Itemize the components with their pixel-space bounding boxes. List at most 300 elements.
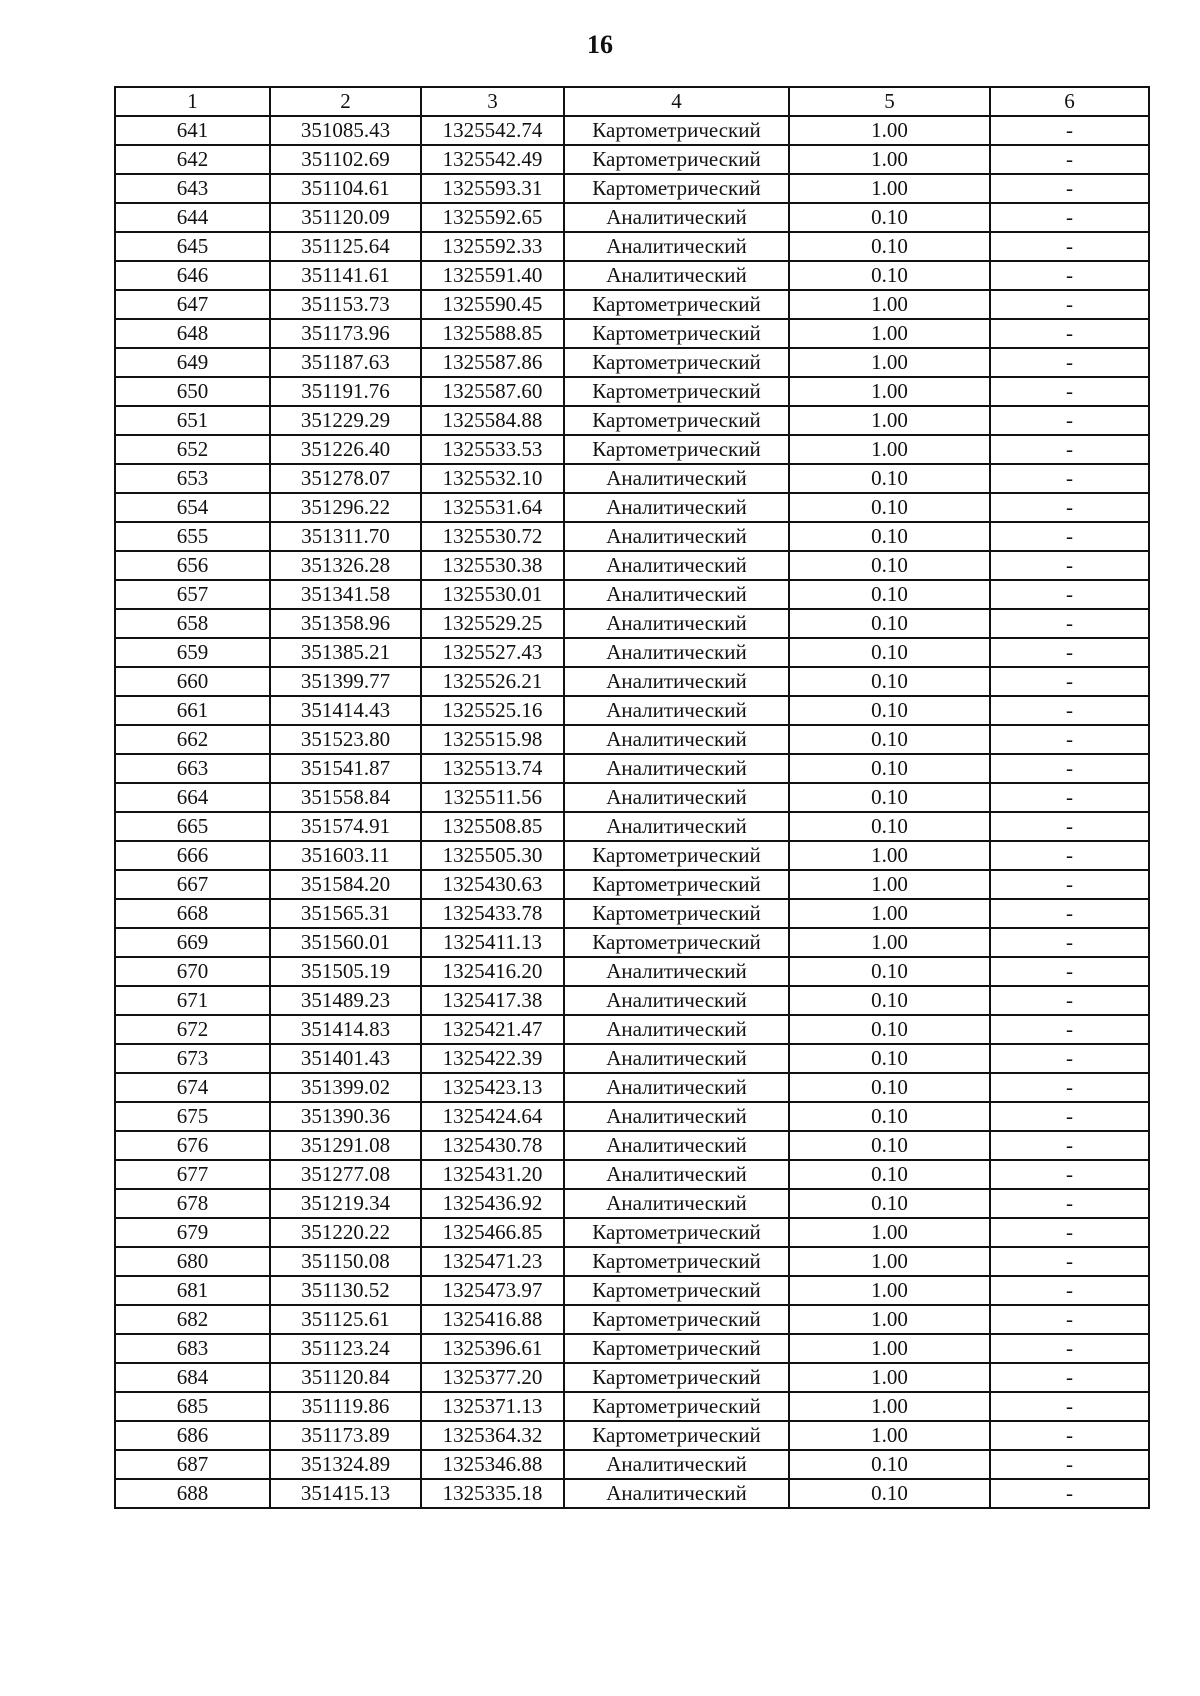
- method-cell: Картометрический: [564, 1305, 789, 1334]
- y-coordinate-cell: 1325430.63: [421, 870, 564, 899]
- accuracy-cell: 0.10: [789, 493, 990, 522]
- table-row: [115, 145, 1149, 174]
- y-coordinate-cell: 1325530.01: [421, 580, 564, 609]
- description-cell: -: [990, 406, 1149, 435]
- description-cell: -: [990, 1479, 1149, 1508]
- accuracy-cell: 1.00: [789, 174, 990, 203]
- x-coordinate-cell: 351278.07: [270, 464, 421, 493]
- method-cell: Аналитический: [564, 609, 789, 638]
- y-coordinate-cell: 1325591.40: [421, 261, 564, 290]
- table-row: [115, 812, 1149, 841]
- accuracy-cell: 1.00: [789, 377, 990, 406]
- accuracy-cell: 1.00: [789, 1363, 990, 1392]
- table-row: [115, 319, 1149, 348]
- table-row: [115, 957, 1149, 986]
- accuracy-cell: 0.10: [789, 957, 990, 986]
- y-coordinate-cell: 1325417.38: [421, 986, 564, 1015]
- method-cell: Картометрический: [564, 1276, 789, 1305]
- description-cell: -: [990, 116, 1149, 145]
- table-row: [115, 783, 1149, 812]
- x-coordinate-cell: 351565.31: [270, 899, 421, 928]
- method-cell: Картометрический: [564, 116, 789, 145]
- y-coordinate-cell: 1325590.45: [421, 290, 564, 319]
- table-row: [115, 116, 1149, 145]
- method-cell: Аналитический: [564, 261, 789, 290]
- x-coordinate-cell: 351523.80: [270, 725, 421, 754]
- x-coordinate-cell: 351173.89: [270, 1421, 421, 1450]
- accuracy-cell: 0.10: [789, 783, 990, 812]
- table-row: [115, 203, 1149, 232]
- y-coordinate-cell: 1325530.72: [421, 522, 564, 551]
- method-cell: Аналитический: [564, 1044, 789, 1073]
- method-cell: Картометрический: [564, 174, 789, 203]
- point-number-cell: 672: [115, 1015, 270, 1044]
- description-cell: -: [990, 1392, 1149, 1421]
- y-coordinate-cell: 1325416.20: [421, 957, 564, 986]
- x-coordinate-cell: 351120.84: [270, 1363, 421, 1392]
- x-coordinate-cell: 351277.08: [270, 1160, 421, 1189]
- x-coordinate-cell: 351173.96: [270, 319, 421, 348]
- method-cell: Аналитический: [564, 812, 789, 841]
- point-number-cell: 656: [115, 551, 270, 580]
- y-coordinate-cell: 1325508.85: [421, 812, 564, 841]
- accuracy-cell: 0.10: [789, 1073, 990, 1102]
- point-number-cell: 644: [115, 203, 270, 232]
- point-number-cell: 679: [115, 1218, 270, 1247]
- table-row: [115, 261, 1149, 290]
- method-cell: Картометрический: [564, 899, 789, 928]
- table-row: [115, 1218, 1149, 1247]
- y-coordinate-cell: 1325436.92: [421, 1189, 564, 1218]
- accuracy-cell: 1.00: [789, 1305, 990, 1334]
- y-coordinate-cell: 1325515.98: [421, 725, 564, 754]
- y-coordinate-cell: 1325587.86: [421, 348, 564, 377]
- point-number-cell: 674: [115, 1073, 270, 1102]
- table-row: [115, 1015, 1149, 1044]
- x-coordinate-cell: 351341.58: [270, 580, 421, 609]
- method-cell: Картометрический: [564, 406, 789, 435]
- x-coordinate-cell: 351560.01: [270, 928, 421, 957]
- accuracy-cell: 0.10: [789, 609, 990, 638]
- description-cell: -: [990, 1363, 1149, 1392]
- method-cell: Аналитический: [564, 203, 789, 232]
- y-coordinate-cell: 1325431.20: [421, 1160, 564, 1189]
- y-coordinate-cell: 1325473.97: [421, 1276, 564, 1305]
- column-header-2: 2: [270, 87, 421, 116]
- y-coordinate-cell: 1325531.64: [421, 493, 564, 522]
- description-cell: -: [990, 1160, 1149, 1189]
- description-cell: -: [990, 812, 1149, 841]
- table-row: [115, 174, 1149, 203]
- description-cell: -: [990, 1218, 1149, 1247]
- table-row: [115, 638, 1149, 667]
- accuracy-cell: 0.10: [789, 1044, 990, 1073]
- x-coordinate-cell: 351123.24: [270, 1334, 421, 1363]
- method-cell: Аналитический: [564, 1015, 789, 1044]
- y-coordinate-cell: 1325396.61: [421, 1334, 564, 1363]
- accuracy-cell: 0.10: [789, 464, 990, 493]
- description-cell: -: [990, 377, 1149, 406]
- y-coordinate-cell: 1325533.53: [421, 435, 564, 464]
- y-coordinate-cell: 1325421.47: [421, 1015, 564, 1044]
- description-cell: -: [990, 580, 1149, 609]
- table-row: [115, 232, 1149, 261]
- method-cell: Аналитический: [564, 522, 789, 551]
- x-coordinate-cell: 351574.91: [270, 812, 421, 841]
- table-body: [115, 116, 1149, 1508]
- point-number-cell: 655: [115, 522, 270, 551]
- method-cell: Картометрический: [564, 1334, 789, 1363]
- table-row: [115, 870, 1149, 899]
- description-cell: -: [990, 261, 1149, 290]
- x-coordinate-cell: 351399.77: [270, 667, 421, 696]
- x-coordinate-cell: 351415.13: [270, 1479, 421, 1508]
- table-header-row: [115, 87, 1149, 116]
- accuracy-cell: 0.10: [789, 638, 990, 667]
- method-cell: Аналитический: [564, 725, 789, 754]
- coordinates-table: [114, 86, 1150, 1509]
- y-coordinate-cell: 1325511.56: [421, 783, 564, 812]
- description-cell: -: [990, 1189, 1149, 1218]
- y-coordinate-cell: 1325377.20: [421, 1363, 564, 1392]
- point-number-cell: 680: [115, 1247, 270, 1276]
- table-row: [115, 1276, 1149, 1305]
- x-coordinate-cell: 351220.22: [270, 1218, 421, 1247]
- point-number-cell: 682: [115, 1305, 270, 1334]
- y-coordinate-cell: 1325592.65: [421, 203, 564, 232]
- y-coordinate-cell: 1325433.78: [421, 899, 564, 928]
- point-number-cell: 651: [115, 406, 270, 435]
- y-coordinate-cell: 1325335.18: [421, 1479, 564, 1508]
- x-coordinate-cell: 351399.02: [270, 1073, 421, 1102]
- point-number-cell: 659: [115, 638, 270, 667]
- method-cell: Картометрический: [564, 290, 789, 319]
- table-row: [115, 522, 1149, 551]
- x-coordinate-cell: 351541.87: [270, 754, 421, 783]
- point-number-cell: 645: [115, 232, 270, 261]
- table-row: [115, 1363, 1149, 1392]
- description-cell: -: [990, 290, 1149, 319]
- description-cell: -: [990, 464, 1149, 493]
- description-cell: -: [990, 1334, 1149, 1363]
- accuracy-cell: 1.00: [789, 870, 990, 899]
- x-coordinate-cell: 351311.70: [270, 522, 421, 551]
- description-cell: -: [990, 145, 1149, 174]
- accuracy-cell: 1.00: [789, 1276, 990, 1305]
- accuracy-cell: 0.10: [789, 1131, 990, 1160]
- accuracy-cell: 0.10: [789, 812, 990, 841]
- accuracy-cell: 0.10: [789, 580, 990, 609]
- y-coordinate-cell: 1325346.88: [421, 1450, 564, 1479]
- table-row: [115, 986, 1149, 1015]
- x-coordinate-cell: 351326.28: [270, 551, 421, 580]
- y-coordinate-cell: 1325592.33: [421, 232, 564, 261]
- table-row: [115, 696, 1149, 725]
- accuracy-cell: 0.10: [789, 1160, 990, 1189]
- x-coordinate-cell: 351390.36: [270, 1102, 421, 1131]
- point-number-cell: 675: [115, 1102, 270, 1131]
- point-number-cell: 668: [115, 899, 270, 928]
- method-cell: Картометрический: [564, 348, 789, 377]
- method-cell: Картометрический: [564, 435, 789, 464]
- description-cell: -: [990, 696, 1149, 725]
- y-coordinate-cell: 1325526.21: [421, 667, 564, 696]
- method-cell: Аналитический: [564, 232, 789, 261]
- description-cell: -: [990, 667, 1149, 696]
- y-coordinate-cell: 1325416.88: [421, 1305, 564, 1334]
- point-number-cell: 658: [115, 609, 270, 638]
- description-cell: -: [990, 957, 1149, 986]
- point-number-cell: 661: [115, 696, 270, 725]
- method-cell: Аналитический: [564, 1160, 789, 1189]
- method-cell: Аналитический: [564, 493, 789, 522]
- table-row: [115, 348, 1149, 377]
- y-coordinate-cell: 1325466.85: [421, 1218, 564, 1247]
- y-coordinate-cell: 1325527.43: [421, 638, 564, 667]
- y-coordinate-cell: 1325422.39: [421, 1044, 564, 1073]
- point-number-cell: 676: [115, 1131, 270, 1160]
- table-row: [115, 377, 1149, 406]
- accuracy-cell: 0.10: [789, 1015, 990, 1044]
- y-coordinate-cell: 1325423.13: [421, 1073, 564, 1102]
- x-coordinate-cell: 351085.43: [270, 116, 421, 145]
- accuracy-cell: 0.10: [789, 232, 990, 261]
- point-number-cell: 670: [115, 957, 270, 986]
- accuracy-cell: 1.00: [789, 319, 990, 348]
- x-coordinate-cell: 351414.43: [270, 696, 421, 725]
- accuracy-cell: 1.00: [789, 116, 990, 145]
- description-cell: -: [990, 348, 1149, 377]
- x-coordinate-cell: 351153.73: [270, 290, 421, 319]
- x-coordinate-cell: 351558.84: [270, 783, 421, 812]
- accuracy-cell: 1.00: [789, 1421, 990, 1450]
- point-number-cell: 684: [115, 1363, 270, 1392]
- accuracy-cell: 1.00: [789, 290, 990, 319]
- accuracy-cell: 0.10: [789, 261, 990, 290]
- description-cell: -: [990, 1276, 1149, 1305]
- x-coordinate-cell: 351401.43: [270, 1044, 421, 1073]
- x-coordinate-cell: 351226.40: [270, 435, 421, 464]
- column-header-5: 5: [789, 87, 990, 116]
- method-cell: Аналитический: [564, 551, 789, 580]
- method-cell: Аналитический: [564, 696, 789, 725]
- y-coordinate-cell: 1325530.38: [421, 551, 564, 580]
- x-coordinate-cell: 351358.96: [270, 609, 421, 638]
- description-cell: -: [990, 1015, 1149, 1044]
- description-cell: -: [990, 435, 1149, 464]
- point-number-cell: 667: [115, 870, 270, 899]
- point-number-cell: 657: [115, 580, 270, 609]
- accuracy-cell: 1.00: [789, 1392, 990, 1421]
- description-cell: -: [990, 754, 1149, 783]
- x-coordinate-cell: 351125.61: [270, 1305, 421, 1334]
- x-coordinate-cell: 351385.21: [270, 638, 421, 667]
- description-cell: -: [990, 841, 1149, 870]
- accuracy-cell: 1.00: [789, 406, 990, 435]
- accuracy-cell: 1.00: [789, 145, 990, 174]
- y-coordinate-cell: 1325513.74: [421, 754, 564, 783]
- table-row: [115, 725, 1149, 754]
- y-coordinate-cell: 1325542.74: [421, 116, 564, 145]
- accuracy-cell: 0.10: [789, 203, 990, 232]
- description-cell: -: [990, 1247, 1149, 1276]
- method-cell: Картометрический: [564, 145, 789, 174]
- method-cell: Картометрический: [564, 1363, 789, 1392]
- table-row: [115, 493, 1149, 522]
- page-number: 16: [587, 30, 613, 59]
- method-cell: Аналитический: [564, 986, 789, 1015]
- y-coordinate-cell: 1325532.10: [421, 464, 564, 493]
- point-number-cell: 663: [115, 754, 270, 783]
- description-cell: -: [990, 1421, 1149, 1450]
- point-number-cell: 671: [115, 986, 270, 1015]
- table-row: [115, 899, 1149, 928]
- x-coordinate-cell: 351489.23: [270, 986, 421, 1015]
- description-cell: -: [990, 1073, 1149, 1102]
- x-coordinate-cell: 351141.61: [270, 261, 421, 290]
- description-cell: -: [990, 986, 1149, 1015]
- description-cell: -: [990, 870, 1149, 899]
- accuracy-cell: 0.10: [789, 667, 990, 696]
- x-coordinate-cell: 351125.64: [270, 232, 421, 261]
- point-number-cell: 641: [115, 116, 270, 145]
- x-coordinate-cell: 351191.76: [270, 377, 421, 406]
- method-cell: Аналитический: [564, 638, 789, 667]
- method-cell: Аналитический: [564, 1102, 789, 1131]
- table-row: [115, 1421, 1149, 1450]
- point-number-cell: 686: [115, 1421, 270, 1450]
- method-cell: Аналитический: [564, 957, 789, 986]
- method-cell: Аналитический: [564, 1189, 789, 1218]
- point-number-cell: 669: [115, 928, 270, 957]
- table-row: [115, 754, 1149, 783]
- x-coordinate-cell: 351229.29: [270, 406, 421, 435]
- accuracy-cell: 1.00: [789, 899, 990, 928]
- y-coordinate-cell: 1325364.32: [421, 1421, 564, 1450]
- accuracy-cell: 0.10: [789, 1102, 990, 1131]
- method-cell: Картометрический: [564, 1421, 789, 1450]
- description-cell: -: [990, 1305, 1149, 1334]
- description-cell: -: [990, 1450, 1149, 1479]
- table-row: [115, 928, 1149, 957]
- method-cell: Аналитический: [564, 667, 789, 696]
- accuracy-cell: 1.00: [789, 841, 990, 870]
- method-cell: Аналитический: [564, 1479, 789, 1508]
- x-coordinate-cell: 351187.63: [270, 348, 421, 377]
- x-coordinate-cell: 351120.09: [270, 203, 421, 232]
- accuracy-cell: 0.10: [789, 1479, 990, 1508]
- point-number-cell: 685: [115, 1392, 270, 1421]
- x-coordinate-cell: 351603.11: [270, 841, 421, 870]
- method-cell: Аналитический: [564, 580, 789, 609]
- point-number-cell: 654: [115, 493, 270, 522]
- y-coordinate-cell: 1325542.49: [421, 145, 564, 174]
- x-coordinate-cell: 351150.08: [270, 1247, 421, 1276]
- table-row: [115, 1102, 1149, 1131]
- y-coordinate-cell: 1325584.88: [421, 406, 564, 435]
- table-row: [115, 1479, 1149, 1508]
- method-cell: Аналитический: [564, 464, 789, 493]
- method-cell: Картометрический: [564, 841, 789, 870]
- x-coordinate-cell: 351104.61: [270, 174, 421, 203]
- accuracy-cell: 0.10: [789, 522, 990, 551]
- method-cell: Картометрический: [564, 1392, 789, 1421]
- point-number-cell: 650: [115, 377, 270, 406]
- x-coordinate-cell: 351324.89: [270, 1450, 421, 1479]
- accuracy-cell: 1.00: [789, 1247, 990, 1276]
- accuracy-cell: 0.10: [789, 551, 990, 580]
- point-number-cell: 688: [115, 1479, 270, 1508]
- point-number-cell: 664: [115, 783, 270, 812]
- accuracy-cell: 1.00: [789, 1218, 990, 1247]
- method-cell: Картометрический: [564, 319, 789, 348]
- table-row: [115, 1073, 1149, 1102]
- description-cell: -: [990, 522, 1149, 551]
- y-coordinate-cell: 1325411.13: [421, 928, 564, 957]
- point-number-cell: 647: [115, 290, 270, 319]
- description-cell: -: [990, 609, 1149, 638]
- description-cell: -: [990, 493, 1149, 522]
- description-cell: -: [990, 783, 1149, 812]
- point-number-cell: 643: [115, 174, 270, 203]
- method-cell: Картометрический: [564, 870, 789, 899]
- table-row: [115, 1305, 1149, 1334]
- y-coordinate-cell: 1325471.23: [421, 1247, 564, 1276]
- accuracy-cell: 1.00: [789, 348, 990, 377]
- accuracy-cell: 0.10: [789, 986, 990, 1015]
- x-coordinate-cell: 351102.69: [270, 145, 421, 174]
- point-number-cell: 683: [115, 1334, 270, 1363]
- y-coordinate-cell: 1325587.60: [421, 377, 564, 406]
- point-number-cell: 677: [115, 1160, 270, 1189]
- point-number-cell: 653: [115, 464, 270, 493]
- table-row: [115, 1044, 1149, 1073]
- description-cell: -: [990, 232, 1149, 261]
- point-number-cell: 665: [115, 812, 270, 841]
- accuracy-cell: 0.10: [789, 754, 990, 783]
- y-coordinate-cell: 1325525.16: [421, 696, 564, 725]
- method-cell: Аналитический: [564, 1450, 789, 1479]
- description-cell: -: [990, 899, 1149, 928]
- column-header-1: 1: [115, 87, 270, 116]
- method-cell: Картометрический: [564, 377, 789, 406]
- y-coordinate-cell: 1325424.64: [421, 1102, 564, 1131]
- method-cell: Картометрический: [564, 928, 789, 957]
- accuracy-cell: 0.10: [789, 725, 990, 754]
- table-row: [115, 667, 1149, 696]
- accuracy-cell: 1.00: [789, 1334, 990, 1363]
- x-coordinate-cell: 351414.83: [270, 1015, 421, 1044]
- point-number-cell: 687: [115, 1450, 270, 1479]
- method-cell: Аналитический: [564, 754, 789, 783]
- x-coordinate-cell: 351296.22: [270, 493, 421, 522]
- y-coordinate-cell: 1325505.30: [421, 841, 564, 870]
- point-number-cell: 649: [115, 348, 270, 377]
- x-coordinate-cell: 351219.34: [270, 1189, 421, 1218]
- description-cell: -: [990, 319, 1149, 348]
- table-row: [115, 580, 1149, 609]
- method-cell: Картометрический: [564, 1247, 789, 1276]
- point-number-cell: 660: [115, 667, 270, 696]
- accuracy-cell: 0.10: [789, 696, 990, 725]
- table-row: [115, 1189, 1149, 1218]
- table-row: [115, 435, 1149, 464]
- table-row: [115, 1334, 1149, 1363]
- point-number-cell: 648: [115, 319, 270, 348]
- accuracy-cell: 1.00: [789, 928, 990, 957]
- point-number-cell: 646: [115, 261, 270, 290]
- x-coordinate-cell: 351119.86: [270, 1392, 421, 1421]
